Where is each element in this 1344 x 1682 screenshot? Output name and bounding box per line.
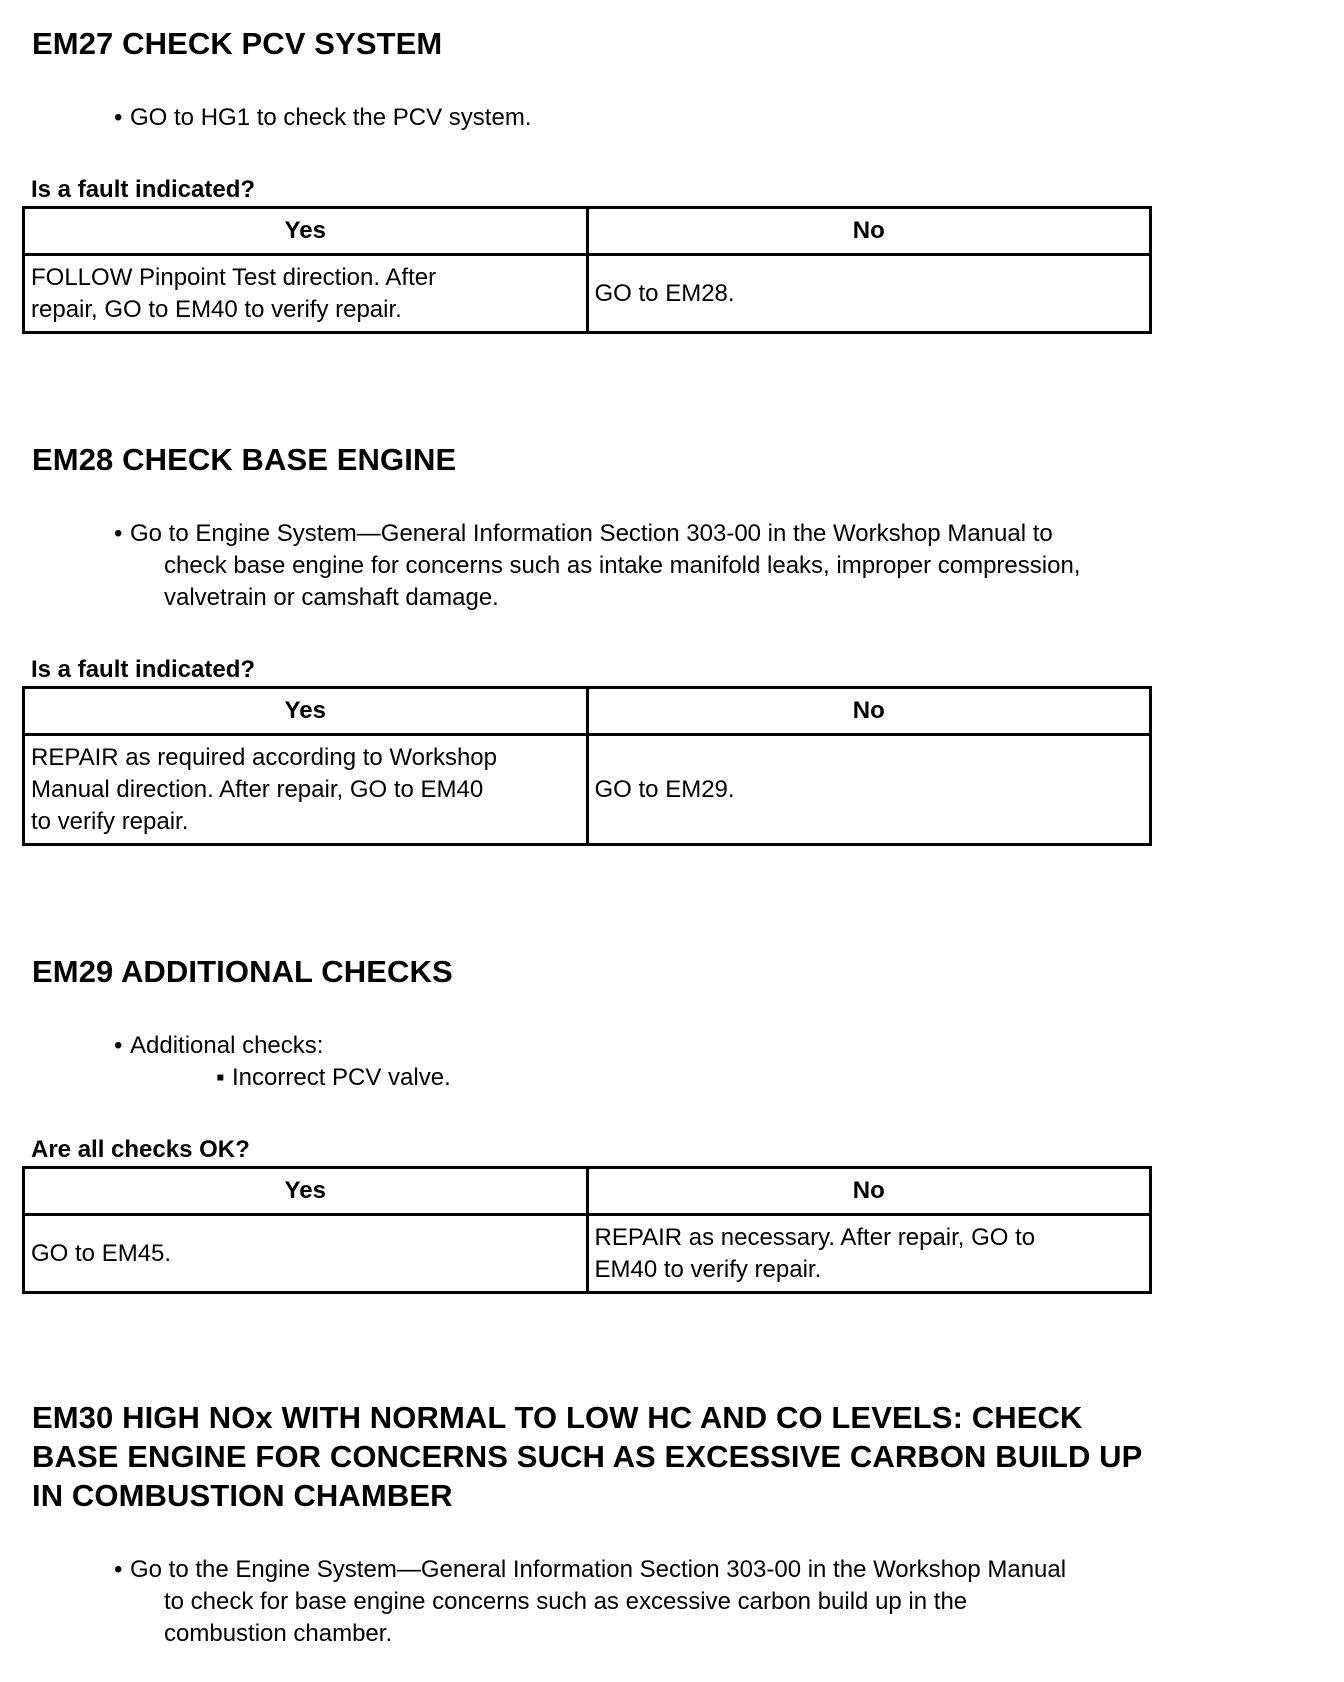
em29-no-header: No [587,1168,1151,1215]
em27-no-header: No [587,208,1151,255]
em27-bullet-text: GO to HG1 to check the PCV system. [130,104,532,131]
em29-bullet-text: Additional checks: [130,1032,324,1059]
em30-bullet-line3: combustion chamber. [164,1620,393,1647]
em29-no-line1: REPAIR as necessary. After repair, GO to [594,1223,1036,1251]
em30-bullet [114,1554,1066,1650]
em29-no-line2: EM40 to verify repair. [594,1255,822,1283]
em29-yes-cell: GO to EM45. [24,1215,588,1293]
em27-heading: EM27 CHECK PCV SYSTEM [32,26,443,61]
em29-subbullet-text: Incorrect PCV valve. [232,1064,451,1091]
em27-table [22,206,1152,334]
em27-yes-header: Yes [24,208,588,255]
em30-heading-line2: BASE ENGINE FOR CONCERNS SUCH AS EXCESSIVE CARBON BUILD UP [32,1439,1143,1474]
em28-bullet [114,518,1080,614]
em27-yes-line2: repair, GO to EM40 to verify repair. [31,295,402,323]
bullet-icon: • [114,520,123,547]
em28-question: Is a fault indicated? [31,656,256,683]
em27-yes-line1: FOLLOW Pinpoint Test direction. After [31,263,437,291]
em29-heading: EM29 ADDITIONAL CHECKS [32,954,453,989]
em27-question: Is a fault indicated? [31,176,256,203]
bullet-icon: • [114,104,123,131]
em29-subbullet [216,1062,451,1094]
em27-yes-cell [24,255,588,333]
em30-bullet-line1: Go to the Engine System—General Information Section 303-00 in the Workshop Manual [130,1556,1067,1583]
em28-yes-cell [24,735,588,845]
em29-yes-header: Yes [24,1168,588,1215]
em29-bullet [114,1030,323,1062]
em28-yes-line3: to verify repair. [31,807,189,835]
em28-bullet-line3: valvetrain or camshaft damage. [164,584,499,611]
em28-no-cell: GO to EM29. [587,735,1151,845]
em29-question: Are all checks OK? [31,1136,250,1163]
em27-no-cell: GO to EM28. [587,255,1151,333]
em28-heading: EM28 CHECK BASE ENGINE [32,442,457,477]
em28-yes-header: Yes [24,688,588,735]
em30-heading-line1: EM30 HIGH NOx WITH NORMAL TO LOW HC AND CO LEVELS: CHECK [32,1400,1083,1435]
em27-bullet [114,102,531,134]
em28-yes-line1: REPAIR as required according to Workshop [31,743,497,771]
em28-table [22,686,1152,846]
em28-bullet-line1: Go to Engine System—General Information Section 303-00 in the Workshop Manual to [130,520,1053,547]
em30-bullet-line2: to check for base engine concerns such as excessive carbon build up in the [164,1588,968,1615]
bullet-icon: • [114,1556,123,1583]
em30-heading-line3: IN COMBUSTION CHAMBER [32,1478,453,1513]
bullet-icon: • [114,1032,123,1059]
square-bullet-icon: ▪ [216,1064,225,1091]
em30-heading [32,1398,1142,1515]
em28-no-header: No [587,688,1151,735]
em29-table [22,1166,1152,1294]
em28-yes-line2: Manual direction. After repair, GO to EM40 [31,775,484,803]
em29-no-cell [587,1215,1151,1293]
em28-bullet-line2: check base engine for concerns such as intake manifold leaks, improper compression, [164,552,1081,579]
